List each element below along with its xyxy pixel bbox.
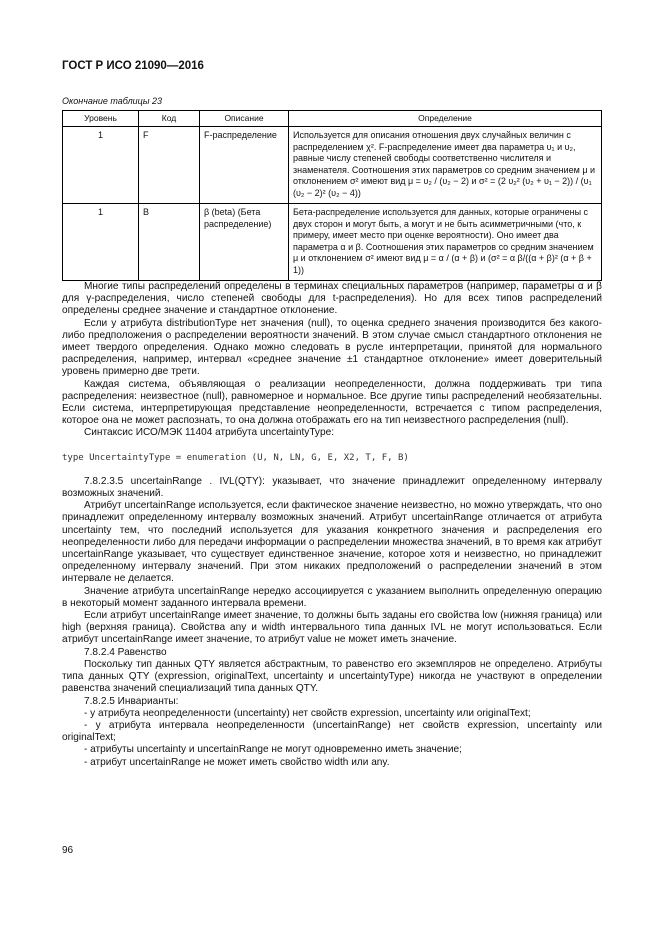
distribution-table [62,110,602,281]
cell-definition: Используется для описания отношения двух случайных величин с распределением χ². F-распределение имеет два параметра υ₁ и υ₂, равные числу степеней свободы соответственно числителя и знаменателя. Соотношения этих параметров со средним значением μ и отклонением σ² имеют вид μ = υ₂ / (υ₂ − 2) и σ² = (2 υ₂² (υ₂ + υ₁ − 2)) / (υ₁ (υ₂ − 2)² (υ₂ − 4)) [289,127,602,204]
document-header: ГОСТ Р ИСО 21090—2016 [62,60,204,72]
paragraph: 7.8.2.3.5 uncertainRange . IVL(QTY): указывает, что значение принадлежит определенному интервалу возможных значений. [62,475,602,500]
section-heading: 7.8.2.4 Равенство [84,646,167,658]
table-caption: Окончание таблицы 23 [62,96,162,106]
table-header-row [63,111,602,127]
cell-description: β (beta) (Бета распределение) [200,204,289,281]
cell-code: B [139,204,200,281]
paragraph: Атрибут uncertainRange используется, если фактическое значение неизвестно, но можно утверждать, что оно принадлежит определенному интервалу возможных значений. Атрибут uncertainRange отличается от атрибута uncertainty тем, что последний используется для указания конкретного значения и распределения его неопределенности либо для передачи информации о распределении множества значений, в то время как атрибут uncertainRange указывает, что существует единственное значение, которое хотя и неизвестно, но принадлежит определенному интервалу значений. При этом никаких предположений о распределении значений в этом интервале не делается. [62,500,602,585]
paragraph: Если атрибут uncertainRange имеет значение, то должны быть заданы его свойства low (нижняя граница) или high (верхняя граница). Свойства any и width интервального типа данных IVL не могут использоваться. Если атрибут uncertainRange имеет значение, то атрибут value не может иметь значение. [62,610,602,646]
section-heading: 7.8.2.5 Инварианты: [84,695,179,707]
cell-code: F [139,127,200,204]
cell-definition: Бета-распределение используется для данных, которые ограничены с двух сторон и могут быть, а могут и не быть асимметричными (что, к примеру, имеет место при оценке вероятности). Оно имеет два параметра α и β. Соотношения этих параметров со средним значением μ и отклонением σ² имеют вид μ = α / (α + β) и (σ² = α β/((α + β)² (α + β + 1)) [289,204,602,281]
list-item: - у атрибута неопределенности (uncertainty) нет свойств expression, uncertainty или originalText; [84,707,531,719]
cell-level: 1 [63,127,139,204]
paragraph: Значение атрибута uncertainRange нередко ассоциируется с указанием выполнить определенную операцию в некоторый момент заданного интервала времени. [62,585,602,609]
paragraph: Каждая система, объявляющая о реализации неопределенности, должна поддерживать три типа распределения: неизвестное (null), равномерное и нормальное. Все другие типы распределений необязательны. Если система, интерпретирующая представление неопределенности, встречается с типом распределения, которое она не может распознать, то она должна отображать его на тип неизвестного распределения (null). [62,378,602,427]
list-item: - атрибуты uncertainty и uncertainRange не могут одновременно иметь значение; [84,744,462,756]
column-header-level: Уровень [63,111,139,127]
table-row [63,204,602,281]
paragraph: Поскольку тип данных QTY является абстрактным, то равенство его экземпляров не определено. Атрибуты типа данных QTY (expression, originalText, uncertainty и uncertaintyType) никогда не участвуют в определении равенства значений специализаций типа данных QTY. [62,658,602,695]
column-header-description: Описание [200,111,289,127]
column-header-code: Код [139,111,200,127]
page-number: 96 [62,845,74,856]
cell-level: 1 [63,204,139,281]
paragraph: Синтаксис ИСО/МЭК 11404 атрибута uncertaintyType: [84,427,335,439]
list-item: - у атрибута интервала неопределенности (uncertainRange) нет свойств expression, uncertainty или originalText; [62,719,602,744]
paragraph: Многие типы распределений определены в терминах специальных параметров (например, параметры α и β для γ-распределения, число степеней свободы для t-распределения). Но для всех типов распределений определены среднее значение и стандартное отклонение. [62,281,602,317]
column-header-definition: Определение [289,111,602,127]
list-item: - атрибут uncertainRange не может иметь свойство width или any. [84,756,390,768]
body-text [62,281,602,769]
cell-description: F-распределение [200,127,289,204]
code-line: type UncertaintyType = enumeration (U, N, LN, G, E, X2, T, F, B) [62,452,409,463]
table-row [63,127,602,204]
paragraph: Если у атрибута distributionType нет значения (null), то оценка среднего значения производится без какого-либо предположения о распределении вероятности значений. В этом случае смысл стандартного отклонения не имеет твердого определения. Однако можно следовать в русле интерпретации, принятой для нормального распределения, например, интервал «среднее значение ±1 стандартное отклонение» имеет доверительный уровень примерно две трети. [62,317,602,378]
